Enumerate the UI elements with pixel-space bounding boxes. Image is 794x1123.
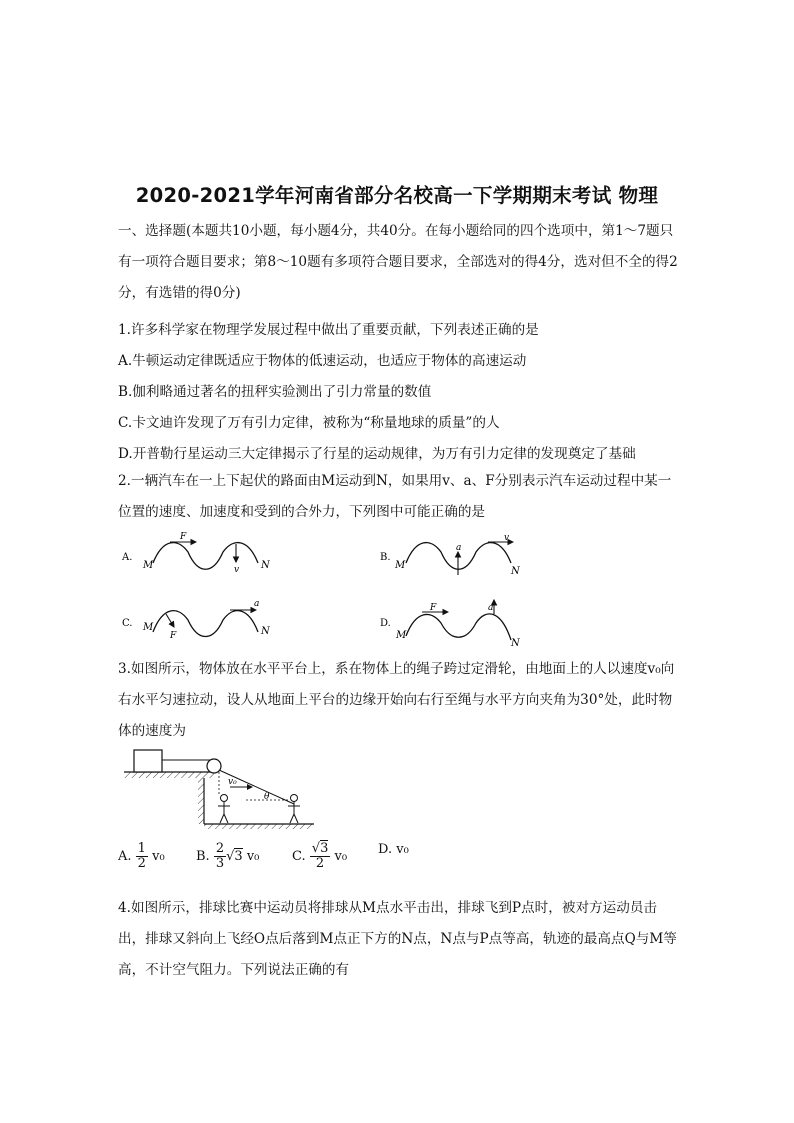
diagram-a-start: M [143, 560, 154, 571]
q3-stem: 3.如图所示，物体放在水平平台上，系在物体上的绳子跨过定滑轮，由地面上的人以速度v₀向右水平匀速拉动，设人从地面上平台的边缘开始向右行至绳与水平方向夹角为30°处，此时物体的速度为 [118, 661, 675, 739]
q4-stem: 4.如图所示，排球比赛中运动员将排球从M点水平击出，排球飞到P点时，被对方运动员击出，排球又斜向上飞经O点后落到M点正下方的N点，N点与P点等高，轨迹的最高点Q与M等高，不计空气阻力。下列说法正确的有 [118, 900, 677, 978]
choice-b-fraction [214, 842, 226, 871]
choice-c-label: C. [292, 849, 306, 864]
q2-diagram-d [380, 600, 521, 649]
q1-option-b: B.伽利略通过著名的扭秤实验测出了引力常量的数值 [118, 384, 432, 400]
q3-choice-d: D. v₀ [378, 842, 409, 857]
diagram-d-label: D. [380, 618, 391, 629]
diagram-a-end: N [261, 560, 270, 571]
choice-c-denominator: 2 [315, 856, 325, 871]
q2-diagram-b [380, 533, 521, 577]
person-end [288, 795, 300, 824]
diagram-c-end: N [261, 626, 270, 637]
diagram-b-start: M [395, 560, 406, 571]
velocity-label: v₀ [228, 777, 237, 787]
sqrt-sign-icon: √ [311, 841, 321, 856]
q3-pulley-figure [118, 742, 318, 832]
choice-c-radicand: 3 [320, 841, 329, 856]
choice-b-unit: v₀ [246, 849, 260, 864]
choice-a-denominator: 2 [137, 856, 146, 871]
diagram-c-start: M [143, 622, 154, 633]
page-title: 2020-2021学年河南省部分名校高一下学期期末考试 物理 [135, 184, 659, 207]
choice-c-fraction [310, 842, 331, 871]
q1-stem: 1.许多科学家在物理学发展过程中做出了重要贡献，下列表述正确的是 [118, 322, 539, 338]
angle-label: θ [264, 792, 270, 802]
choice-b-numerator: 2 [215, 841, 225, 856]
choice-b-radicand: 3 [234, 849, 243, 864]
q2-diagram-c [122, 599, 271, 641]
sqrt-sign-icon: √ [226, 849, 235, 864]
choice-a-numerator: 1 [137, 841, 146, 856]
q2-diagrams [118, 530, 538, 650]
person-start [218, 795, 230, 824]
diagram-c-vec1: F [170, 631, 177, 641]
choice-b-label: B. [196, 849, 210, 864]
q3-choice-c [292, 842, 347, 871]
block [134, 750, 162, 772]
choice-a-label: A. [118, 849, 132, 864]
q3-choice-a [118, 842, 165, 871]
diagram-a-vec1: F [180, 532, 187, 542]
q1-option-c: C.卡文迪许发现了万有引力定律，被称为“称量地球的质量”的人 [118, 415, 500, 431]
diagram-d-vec2: a [488, 603, 494, 613]
pulley [207, 759, 221, 773]
diagram-b-vec1: a [456, 543, 462, 553]
diagram-c-vec2: a [254, 599, 260, 609]
choice-a-unit: v₀ [152, 849, 165, 864]
diagram-b-vec2: v [504, 533, 510, 543]
diagram-a-vec2: v [234, 565, 240, 575]
diagram-b-end: N [511, 566, 520, 577]
diagram-b-label: B. [380, 552, 391, 563]
q3-choice-b [196, 842, 259, 871]
diagram-d-vec1: F [430, 603, 437, 613]
q1-option-d: D.开普勒行星运动三大定律揭示了行星的运动规律，为万有引力定律的发现奠定了基础 [118, 446, 636, 462]
q2-diagram-a [121, 532, 271, 575]
q2-stem: 2.一辆汽车在一上下起伏的路面由M运动到N，如果用v、a、F分别表示汽车运动过程中某一位置的速度、加速度和受到的合外力，下列图中可能正确的是 [118, 473, 672, 520]
diagram-a-label: A. [122, 552, 133, 563]
choice-c-unit: v₀ [334, 849, 348, 864]
choice-b-denominator: 3 [215, 856, 225, 871]
diagram-c-label: C. [122, 618, 133, 629]
q1-option-a: A.牛顿运动定律既适应于物体的低速运动，也适应于物体的高速运动 [118, 353, 527, 369]
section1-header: 一、选择题(本题共10小题，每小题4分，共40分。在每小题给同的四个选项中，第1～7题只有一项符合题目要求；第8～10题有多项符合题目要求，全部选对的得4分，选对但不全的得2分，有选错的得0分) [118, 223, 678, 301]
diagram-d-start: M [396, 630, 407, 641]
choice-a-fraction [136, 842, 148, 871]
diagram-d-end: N [511, 638, 520, 649]
choice-c-numerator [310, 842, 331, 857]
